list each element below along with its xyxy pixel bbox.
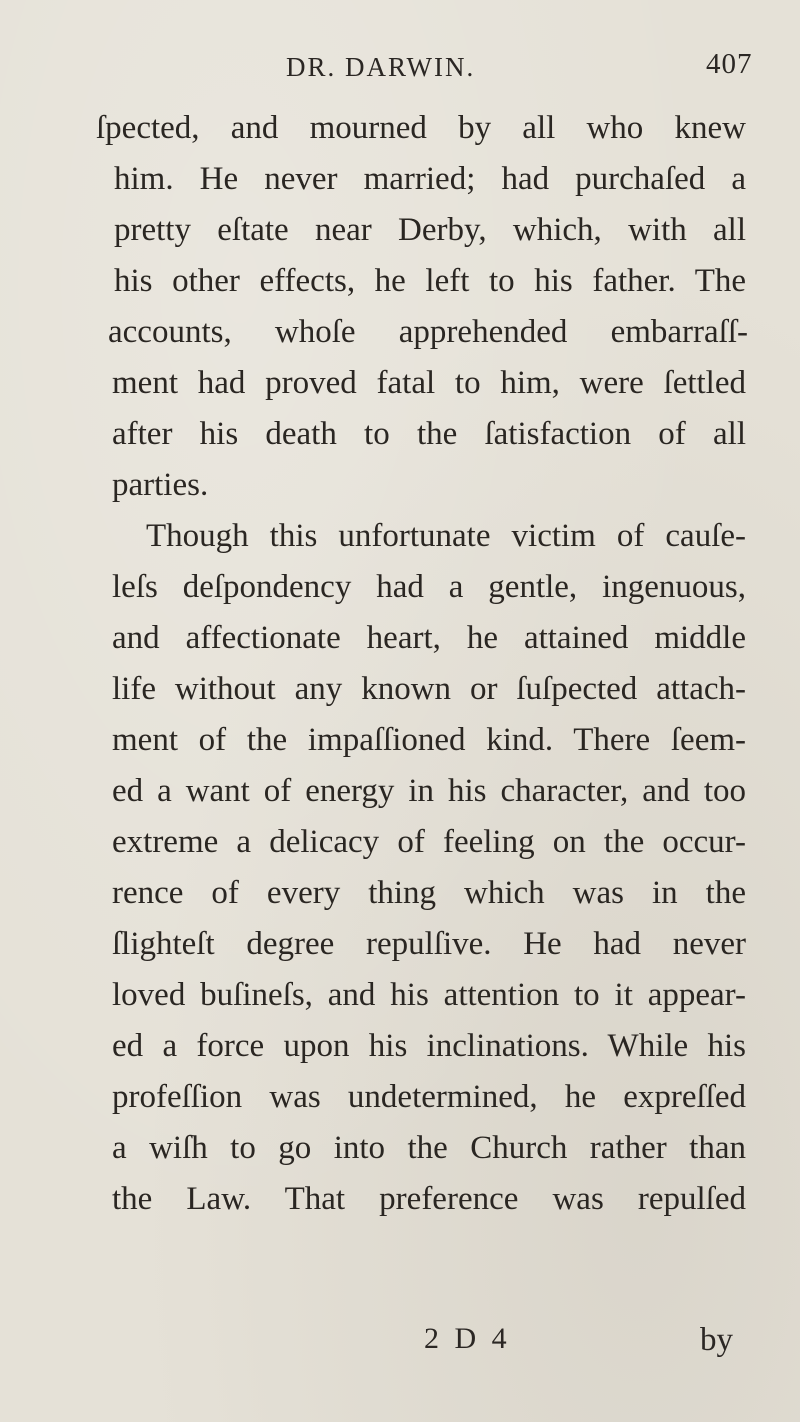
text-line-18: loved buſineſs, and his attention to it appear- xyxy=(112,977,746,1013)
text-line-14: ed a want of energy in his character, and too xyxy=(112,773,746,809)
text-line-2: him. He never married; had purchaſed a xyxy=(114,161,746,197)
text-line-13: ment of the impaſſioned kind. There ſeem- xyxy=(112,722,746,758)
text-line-10: leſs deſpondency had a gentle, ingenuous, xyxy=(112,569,746,605)
text-line-1: ſpected, and mourned by all who knew xyxy=(96,110,746,146)
text-line-9: Though this unfortunate victim of cauſe- xyxy=(146,518,746,554)
text-line-12: life without any known or ſuſpected attach- xyxy=(112,671,746,707)
catchword: by xyxy=(700,1322,733,1358)
page-number: 407 xyxy=(706,48,753,80)
text-line-7: after his death to the ſatisfaction of all xyxy=(112,416,746,452)
text-line-20: profeſſion was undetermined, he expreſſed xyxy=(112,1079,746,1115)
page-footer xyxy=(0,1322,800,1362)
text-line-15: extreme a delicacy of feeling on the occur- xyxy=(112,824,746,860)
text-line-3: pretty eſtate near Derby, which, with all xyxy=(114,212,746,248)
text-line-8: parties. xyxy=(112,467,209,503)
text-line-6: ment had proved fatal to him, were ſettled xyxy=(112,365,746,401)
running-title: DR. DARWIN. xyxy=(286,52,476,82)
text-line-4: his other effects, he left to his father. The xyxy=(114,263,746,299)
text-line-21: a wiſh to go into the Church rather than xyxy=(112,1130,746,1166)
signature-mark: 2 D 4 xyxy=(424,1322,511,1355)
running-head xyxy=(0,48,800,92)
text-line-5: accounts, whoſe apprehended embarraſſ- xyxy=(108,314,748,350)
text-line-16: rence of every thing which was in the xyxy=(112,875,746,911)
text-line-11: and affectionate heart, he attained middle xyxy=(112,620,746,656)
text-line-22: the Law. That preference was repulſed xyxy=(112,1181,746,1217)
text-line-17: ſlighteſt degree repulſive. He had never xyxy=(112,926,746,962)
text-line-19: ed a force upon his inclinations. While his xyxy=(112,1028,746,1064)
